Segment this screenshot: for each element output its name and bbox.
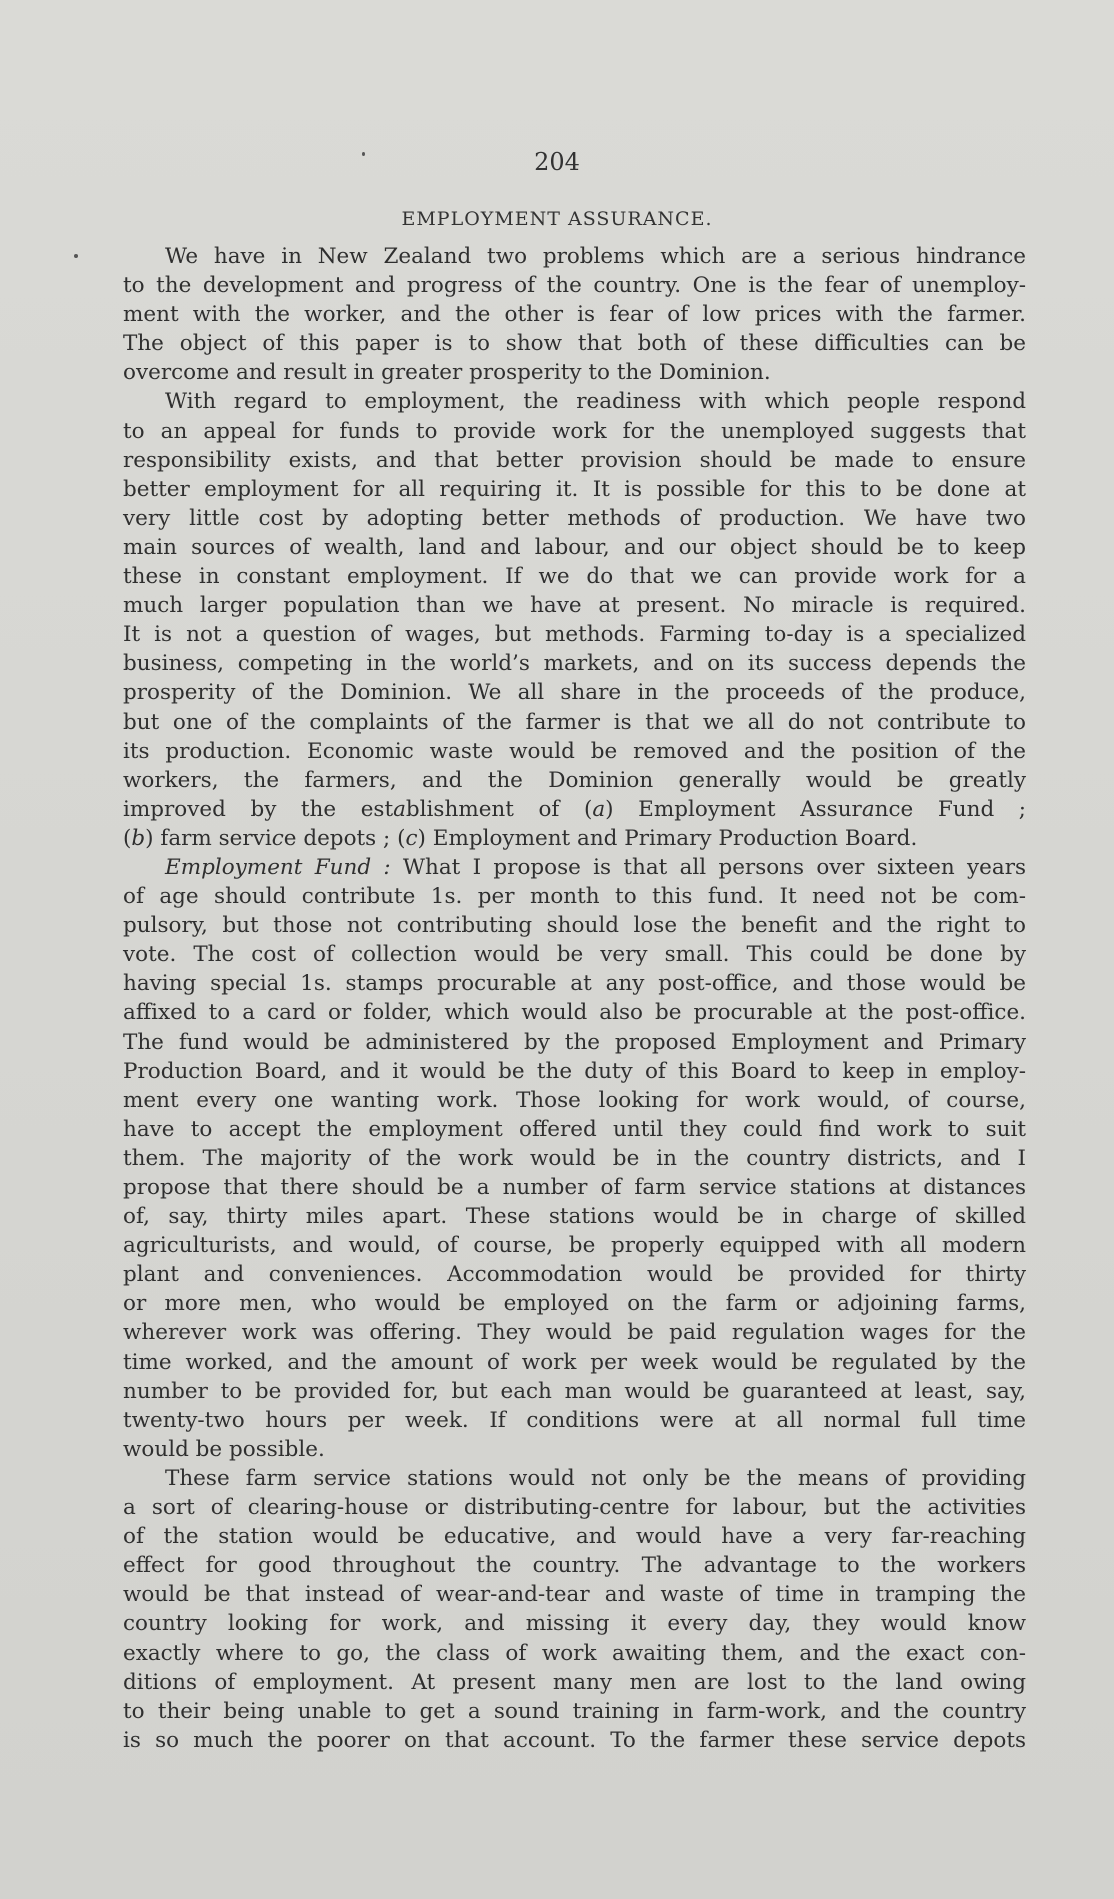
text-line: of the station would be educative, and would have a very far-reaching [123,1524,1026,1550]
text-line: agriculturists, and would, of course, be properly equipped with all modern [123,1233,1026,1259]
page-number: 204 [534,148,580,176]
text-line: better employment for all requiring it. It is possible for this to be done at [123,476,1026,502]
article-title: EMPLOYMENT ASSURANCE. [401,208,713,230]
text-line: The object of this paper is to show that both of these difficulties can be [123,331,1026,357]
text-line: would be that instead of wear-and-tear and waste of time in tramping the [123,1582,1026,1608]
text-line: wherever work was offering. They would be paid regulation wages for the [123,1320,1026,1346]
text-line: prosperity of the Dominion. We all share in the proceeds of the produce, [123,680,1026,706]
text-line: time worked, and the amount of work per week would be regulated by the [123,1349,1026,1375]
text-line: ment with the worker, and the other is fear of low prices with the farmer. [123,302,1026,328]
text-line: propose that there should be a number of farm service stations at distances [123,1175,1026,1200]
text-line: of age should contribute 1s. per month to this fund. It need not be com- [123,884,1026,910]
text-line: Employment Fund : What I propose is that all persons over sixteen years [165,854,1027,880]
text-line: to an appeal for funds to provide work for the unemployed suggests that [123,418,1026,444]
text-line: having special 1s. stamps procurable at any post-office, and those would be [123,971,1026,997]
text-line: These farm service stations would not only be the means of providing [165,1465,1026,1491]
text-line: very little cost by adopting better methods of production. We have two [123,505,1026,531]
text-line: main sources of wealth, land and labour, and our object should be to keep [123,534,1026,560]
text-line: effect for good throughout the country. The advantage to the workers [123,1553,1026,1579]
text-line: We have in New Zealand two problems which are a serious hindrance [165,244,1026,269]
text-line: It is not a question of wages, but methods. Farming to-day is a specialized [123,622,1026,648]
text-line: but one of the complaints of the farmer is that we all do not contribute to [123,709,1026,735]
text-line: or more men, who would be employed on the farm or adjoining farms, [123,1291,1026,1317]
text-line: ment every one wanting work. Those looking for work would, of course, [123,1087,1026,1113]
text-line: exactly where to go, the class of work awaiting them, and the exact con- [123,1640,1026,1666]
text-line: (b) farm service depots ; (c) Employment and Primary Production Board. [123,825,918,851]
text-line: improved by the establishment of (a) Employment Assurance Fund ; [123,796,1027,822]
text-line: to their being unable to get a sound training in farm-work, and the country [123,1698,1026,1724]
text-line: ditions of employment. At present many men are lost to the land owing [123,1669,1026,1695]
text-line: its production. Economic waste would be removed and the position of the [123,738,1026,764]
text-line: vote. The cost of collection would be very small. This could be done by [123,942,1026,968]
text-line: responsibility exists, and that better provision should be made to ensure [123,447,1026,473]
text-line: number to be provided for, but each man would be guaranteed at least, say, [123,1378,1026,1404]
text-line: these in constant employment. If we do that we can provide work for a [123,564,1026,590]
article-body [123,242,1026,1755]
text-line: country looking for work, and missing it every day, they would know [123,1611,1026,1637]
text-line: plant and conveniences. Accommodation would be provided for thirty [123,1262,1026,1288]
text-line: a sort of clearing-house or distributing-centre for labour, but the activities [123,1495,1026,1521]
text-line: workers, the farmers, and the Dominion generally would be greatly [123,767,1026,793]
text-line: overcome and result in greater prosperity to the Dominion. [123,360,771,386]
text-line: pulsory, but those not contributing should lose the benefit and the right to [123,913,1026,939]
text-line: have to accept the employment offered until they could find work to suit [123,1116,1026,1142]
text-line: business, competing in the world’s markets, and on its success depends the [123,651,1026,677]
text-line: Production Board, and it would be the duty of this Board to keep in employ- [123,1058,1026,1084]
text-line: would be possible. [123,1436,325,1462]
text-line: much larger population than we have at present. No miracle is required. [123,593,1026,619]
text-line: The fund would be administered by the proposed Employment and Primary [123,1029,1026,1055]
print-speck [74,254,78,258]
text-line: is so much the poorer on that account. To the farmer these service depots [123,1727,1026,1753]
print-speck [362,152,365,156]
text-line: With regard to employment, the readiness with which people respond [165,389,1026,415]
text-line: to the development and progress of the country. One is the fear of unemploy- [123,273,1026,299]
text-line: of, say, thirty miles apart. These stations would be in charge of skilled [123,1204,1026,1230]
text-line: twenty-two hours per week. If conditions were at all normal full time [123,1407,1026,1433]
text-line: them. The majority of the work would be in the country districts, and I [123,1145,1026,1171]
text-line: affixed to a card or folder, which would also be procurable at the post-office. [123,1000,1026,1026]
